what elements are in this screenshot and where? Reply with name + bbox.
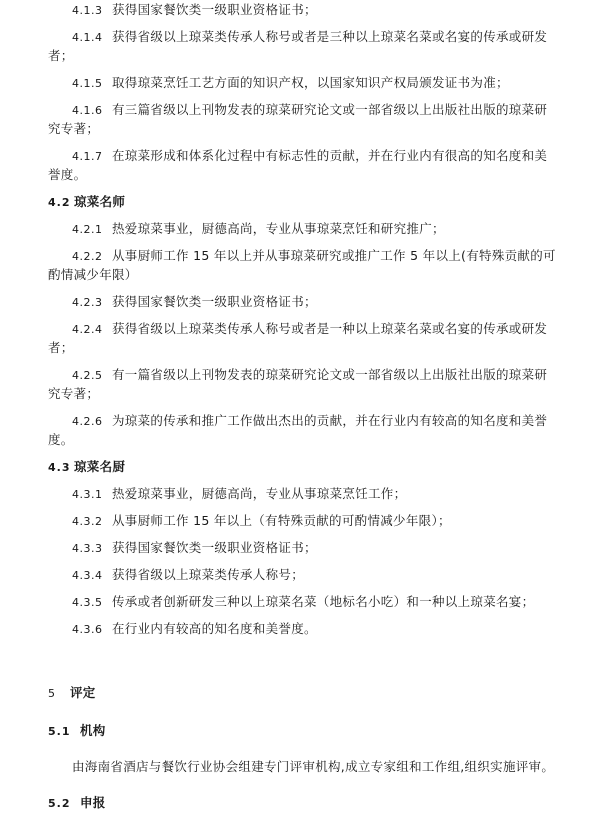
paragraph-text: 由海南省酒店与餐饮行业协会组建专门评审机构,成立专家组和工作组,组织实施评审。 (72, 759, 555, 774)
clause-4-1-6-cont (48, 121, 99, 137)
clause-text-continued: 究专著； (48, 121, 100, 136)
section-heading-4-3 (48, 459, 125, 476)
clause-text: 获得国家餐饮类一级职业资格证书； (112, 2, 317, 17)
clause-text: 从事厨师工作 15 年以上（有特殊贡献的可酌情减少年限）； (112, 513, 451, 528)
clause-number: 4.3.3 (72, 542, 103, 555)
clause-number: 4.2.6 (72, 415, 103, 428)
clause-text: 获得国家餐饮类一级职业资格证书； (112, 540, 317, 555)
clause-4-3-4 (72, 567, 304, 584)
clause-4-2-5-cont (48, 386, 99, 402)
clause-text-continued: 酌情减少年限） (48, 267, 138, 282)
clause-text: 有三篇省级以上刊物发表的琼菜研究论文或一部省级以上出版社出版的琼菜研 (112, 102, 548, 117)
clause-number: 4.1.7 (72, 150, 103, 163)
clause-text: 获得国家餐饮类一级职业资格证书； (112, 294, 317, 309)
clause-text-continued: 者； (48, 340, 74, 355)
chapter-number: 5 (48, 687, 56, 700)
clause-number: 4.1.4 (72, 31, 103, 44)
clause-4-2-5 (72, 367, 547, 384)
section-heading-5-1 (48, 723, 106, 740)
section-title: 申报 (80, 795, 106, 810)
clause-4-3-5 (72, 594, 534, 611)
chapter-title: 评定 (70, 685, 96, 700)
clause-number: 4.2.1 (72, 223, 103, 236)
clause-4-2-2 (72, 248, 556, 265)
clause-4-3-3 (72, 540, 317, 557)
section-number: 5.1 (48, 725, 71, 738)
clause-number: 4.1.6 (72, 104, 103, 117)
clause-text-continued: 究专著； (48, 386, 100, 401)
clause-text-continued: 者； (48, 48, 74, 63)
clause-4-1-7-cont (48, 167, 86, 183)
section-heading-4-2 (48, 194, 125, 211)
clause-text: 获得省级以上琼菜类传承人称号或者是一种以上琼菜名菜或名宴的传承或研发 (112, 321, 548, 336)
clause-text-continued: 誉度。 (48, 167, 87, 182)
clause-4-2-6-cont (48, 432, 74, 448)
clause-text: 获得省级以上琼菜类传承人称号或者是三种以上琼菜名菜或名宴的传承或研发 (112, 29, 548, 44)
clause-4-3-2 (72, 513, 451, 530)
clause-4-2-3 (72, 294, 317, 311)
clause-text: 为琼菜的传承和推广工作做出杰出的贡献，并在行业内有较高的知名度和美誉 (112, 413, 548, 428)
section-heading-5-2 (48, 795, 106, 812)
clause-4-1-4-cont (48, 48, 74, 64)
clause-4-2-4-cont (48, 340, 74, 356)
clause-text: 在行业内有较高的知名度和美誉度。 (112, 621, 317, 636)
clause-number: 4.3.5 (72, 596, 103, 609)
clause-number: 4.3.4 (72, 569, 103, 582)
section-number: 4.3 (48, 461, 71, 474)
clause-4-2-6 (72, 413, 547, 430)
section-number: 4.2 (48, 196, 71, 209)
clause-4-1-5 (72, 75, 509, 92)
clause-number: 4.2.3 (72, 296, 103, 309)
clause-4-3-6 (72, 621, 317, 638)
clause-text: 热爱琼菜事业，厨德高尚，专业从事琼菜烹饪工作； (112, 486, 407, 501)
section-title: 琼菜名师 (74, 194, 126, 209)
clause-number: 4.1.3 (72, 4, 103, 17)
clause-text: 取得琼菜烹饪工艺方面的知识产权，以国家知识产权局颁发证书为准； (112, 75, 509, 90)
section-title: 机构 (80, 723, 106, 738)
clause-text: 有一篇省级以上刊物发表的琼菜研究论文或一部省级以上出版社出版的琼菜研 (112, 367, 548, 382)
clause-number: 4.3.6 (72, 623, 103, 636)
clause-number: 4.2.4 (72, 323, 103, 336)
paragraph-5-1 (72, 759, 554, 775)
clause-4-1-3 (72, 2, 317, 19)
clause-4-2-2-cont (48, 267, 138, 283)
section-title: 琼菜名厨 (74, 459, 126, 474)
clause-number: 4.3.2 (72, 515, 103, 528)
clause-text: 在琼菜形成和体系化过程中有标志性的贡献，并在行业内有很高的知名度和美 (112, 148, 548, 163)
clause-text: 传承或者创新研发三种以上琼菜名菜（地标名小吃）和一种以上琼菜名宴； (112, 594, 535, 609)
clause-4-2-1 (72, 221, 445, 238)
clause-number: 4.1.5 (72, 77, 103, 90)
clause-text: 获得省级以上琼菜类传承人称号； (112, 567, 305, 582)
clause-number: 4.2.5 (72, 369, 103, 382)
clause-4-3-1 (72, 486, 406, 503)
clause-text: 从事厨师工作 15 年以上并从事琼菜研究或推广工作 5 年以上(有特殊贡献的可 (112, 248, 556, 263)
clause-number: 4.3.1 (72, 488, 103, 501)
clause-text-continued: 度。 (48, 432, 74, 447)
clause-4-1-6 (72, 102, 547, 119)
section-number: 5.2 (48, 797, 71, 810)
chapter-heading-5 (48, 685, 96, 702)
clause-number: 4.2.2 (72, 250, 103, 263)
clause-4-1-7 (72, 148, 547, 165)
clause-4-2-4 (72, 321, 547, 338)
clause-4-1-4 (72, 29, 547, 46)
clause-text: 热爱琼菜事业，厨德高尚，专业从事琼菜烹饪和研究推广； (112, 221, 445, 236)
